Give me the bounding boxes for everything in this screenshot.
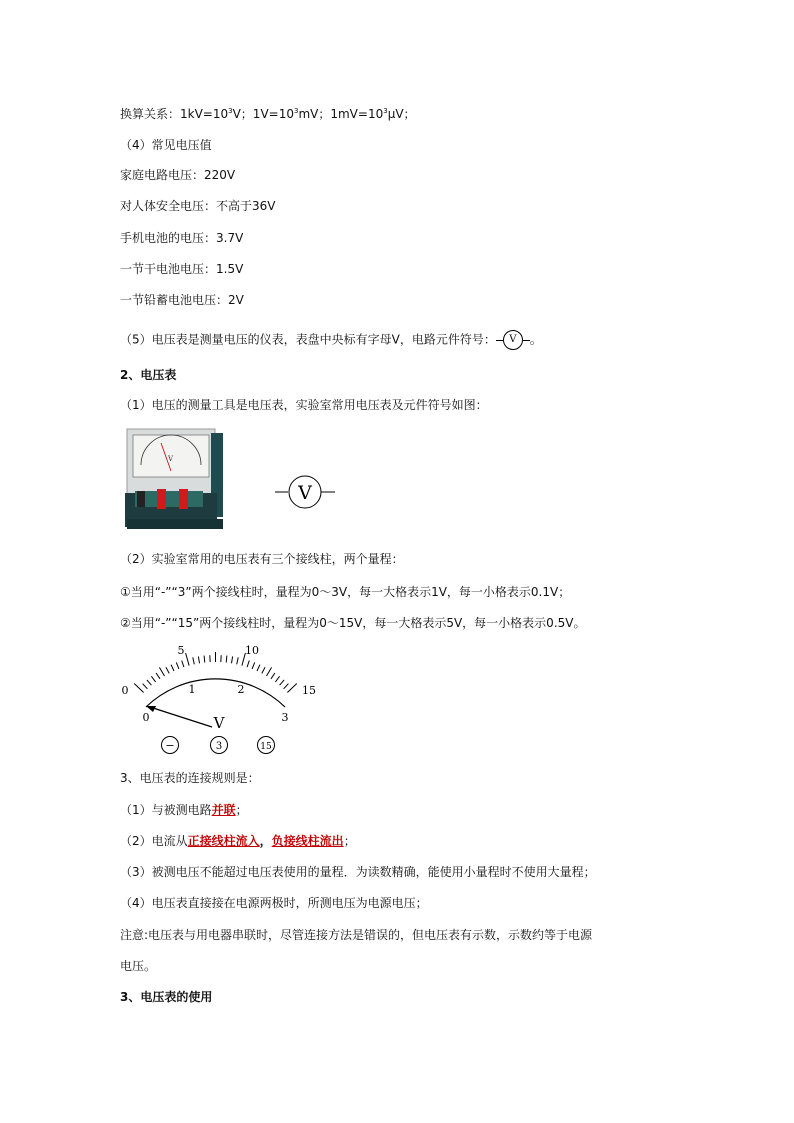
rule-3: （3）被测电压不能超过电压表使用的量程．为读数精确，能使用小量程时不使用大量程； (120, 865, 596, 879)
common-item-phone: 手机电池的电压：3.7V (120, 231, 244, 245)
note-line-1: 注意:电压表与用电器串联时，尽管连接方法是错误的，但电压表有示数，示数约等于电源 (120, 928, 593, 942)
dial-tick (242, 653, 246, 666)
common-item-safe: 对人体安全电压：不高于36V (120, 199, 276, 213)
svg-text:V: V (168, 455, 174, 463)
rule-4: （4）电压表直接接在电源两极时，所测电压为电源电压； (120, 896, 428, 910)
bottom-label-0: 0 (142, 711, 150, 724)
voltmeter-dial-scale (115, 640, 325, 758)
item5-line: （5）电压表是测量电压的仪表，表盘中央标有字母V，电路元件符号： V 。 (120, 330, 542, 350)
bottom-label-1: 1 (188, 683, 196, 696)
dial-tick (226, 656, 227, 663)
terminal-15 (258, 737, 275, 754)
dial-tick (166, 667, 169, 673)
conversion-line: 换算关系：$1kV=10^3V$；$1V=10^3mV$；$1mV=10^3\mu V$； (120, 107, 416, 121)
terminal-3 (211, 737, 228, 754)
dial-tick (176, 662, 179, 669)
dial-tick (237, 657, 239, 664)
dial-tick (257, 665, 260, 671)
svg-text:3: 3 (215, 741, 223, 752)
dial-tick (182, 661, 184, 668)
top-label-15: 15 (302, 684, 316, 697)
dial-tick (247, 661, 249, 668)
common-item-household: 家庭电路电压：220V (120, 168, 236, 182)
common-item-lead-acid: 一节铅蓄电池电压：2V (120, 293, 244, 307)
section3-usage-title: 3、电压表的使用 (120, 990, 213, 1004)
dial-tick (193, 657, 195, 664)
section2-title: 2、电压表 (120, 368, 177, 382)
dial-tick (284, 684, 289, 689)
voltmeter-symbol-large (275, 475, 335, 509)
dial-tick (151, 676, 155, 682)
svg-text:V: V (298, 482, 312, 504)
dial-tick (267, 667, 272, 676)
dial-tick (275, 676, 279, 682)
terminal-negative (162, 737, 179, 754)
rule-2: （2）电流从正接线柱流入，负接线柱流出； (120, 834, 356, 848)
dial-tick (262, 667, 265, 673)
dial-tick (186, 653, 190, 666)
rule-1: （1）与被测电路并联； (120, 803, 248, 817)
dial-tick (156, 673, 160, 679)
voltmeter-symbol-inline: V (496, 333, 530, 347)
dial-ticks (134, 652, 297, 693)
positive-in-emphasis: 正接线柱流入 (187, 834, 260, 848)
parallel-emphasis: 并联 (211, 803, 236, 817)
bottom-label-3: 3 (281, 711, 289, 724)
section2-p4: ②当用“-”“15”两个接线柱时，量程为0～15V，每一大格表示5V，每一小格表示0.5V。 (120, 616, 586, 630)
dial-tick (280, 680, 285, 685)
section2-p3: ①当用“-”“3”两个接线柱时，量程为0～3V，每一大格表示1V，每一小格表示0.1V； (120, 585, 571, 599)
dial-letter: V (213, 714, 225, 732)
dial-tick (171, 665, 174, 671)
dial-tick (232, 656, 233, 663)
section2-p2: （2）实验室常用的电压表有三个接线柱，两个量程： (120, 552, 404, 566)
top-label-5: 5 (177, 644, 185, 657)
dial-tick (252, 662, 255, 669)
dial-tick (198, 656, 199, 663)
dial-tick (159, 667, 164, 676)
voltmeter-photo (123, 427, 225, 531)
svg-text:15: 15 (260, 742, 272, 752)
section3-title: 3、电压表的连接规则是： (120, 771, 260, 785)
dial-tick (143, 684, 148, 689)
bottom-label-2: 2 (237, 683, 245, 696)
dial-tick (204, 656, 205, 663)
svg-text:−: − (165, 739, 175, 752)
top-label-0: 0 (121, 684, 129, 697)
top-label-10: 10 (245, 644, 259, 657)
common-item-dry-cell: 一节干电池电压：1.5V (120, 262, 244, 276)
dial-pointer (150, 707, 212, 727)
dial-tick (147, 680, 152, 685)
dial-tick (287, 684, 296, 693)
dial-arc (146, 679, 285, 707)
note-line-2: 电压。 (120, 959, 157, 973)
common-voltage-heading: （4）常见电压值 (120, 138, 212, 152)
dial-tick (271, 673, 275, 679)
dial-tick (134, 684, 143, 693)
section2-p1: （1）电压的测量工具是电压表，实验室常用电压表及元件符号如图： (120, 398, 488, 412)
negative-out-emphasis: 负接线柱流出 (271, 834, 344, 848)
